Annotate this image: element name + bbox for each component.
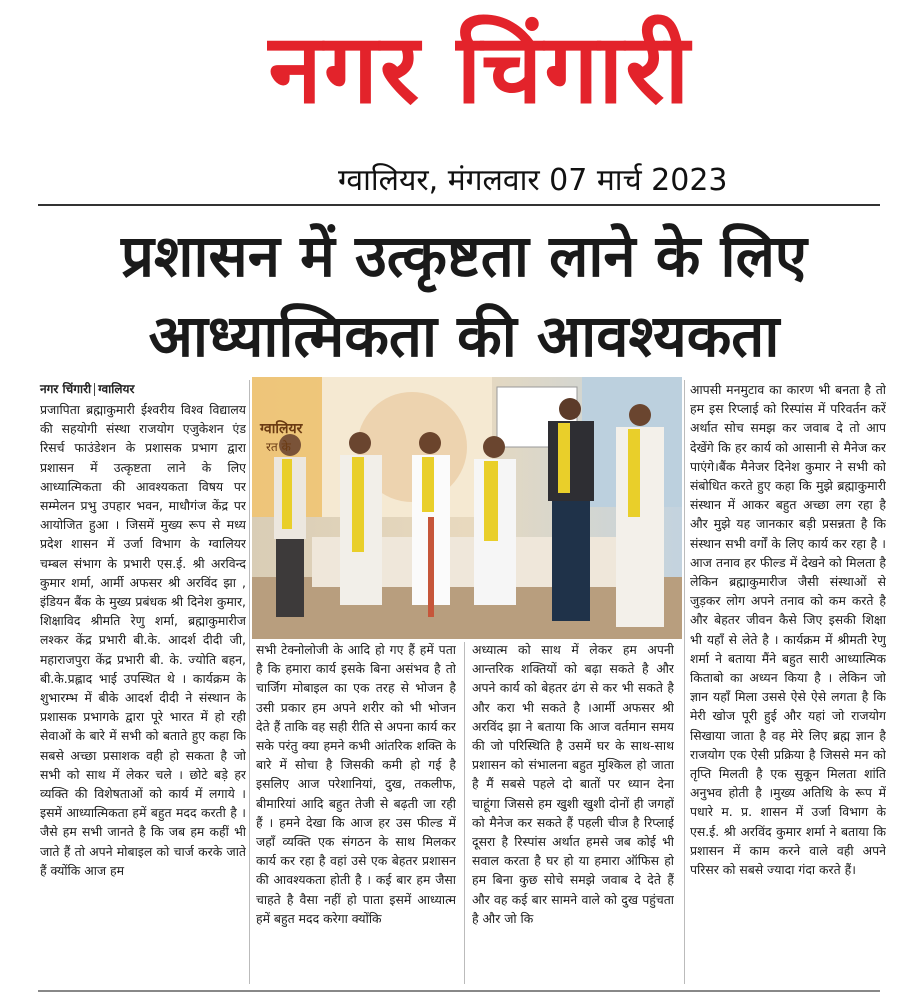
byline-separator bbox=[94, 383, 95, 396]
byline-place: ग्वालियर bbox=[98, 382, 135, 396]
article-headline: प्रशासन में उत्कृष्टता लाने के लिए आध्यात्मिकता की आवश्यकता bbox=[121, 222, 807, 370]
photo-banner-sub: रत के bbox=[266, 440, 291, 454]
event-photo bbox=[252, 377, 682, 639]
article-column-1: प्रजापिता ब्रह्माकुमारी ईश्वरीय विश्व विद्यालय की सहयोगी संस्था राजयोग एजुकेशन एंड रिसर्च फाउंडेशन के प्रशासक प्रभाग द्वारा प्रशासन में उत्कृष्टता लाने के लिए आध्यात्मिकता की आवश्यकता विषय पर सम्मेलन प्रभु उपहार भवन, माधौगंज केंद्र पर आयोजित हुआ । जिसमें मुख्य रूप से मध्य प्रदेश शासन में उर्जा विभाग के ग्वालियर चम्बल संभाग के प्रभारी एस.ई. श्री अरविन्द कुमार शर्मा, आर्मी अफसर श्री अरविंद झा , इंडियन बैंक के मुख्य प्रबंधक श्री दिनेश कुमार, शिक्षाविद श्रीमति रेणु शर्मा, ब्रह्माकुमारीज लश्कर केंद्र प्रभारी बी.के. आदर्श दीदी जी, महाराजपुरा केंद्र प्रभारी बी. के. ज्योति बहन, बी.के.प्रह्लाद भाई उपस्थित थे । कार्यक्रम के शुभारम्भ में बीके आदर्श दीदी ने संस्थान के प्रशासक प्रभागके द्वारा पूरे भारत में हो रही सेवाओं के बारे में सभी को बताते हुए कहा कि सबसे अच्छा प्रसाशक वही हो सकता है जो सभी को साथ में लेकर चले । छोटे बड़े हर व्यक्ति की विशेषताओं को कार्य में लगाये । इसमें आध्यात्मिकता हमें बहुत मदद करती है । जैसे हम सभी जानते है कि जब हम कहीं भी जाते हैं तो अपने मोबाइल को चार्ज करके जाते हैं क्योंकि आज हम bbox=[40, 402, 246, 878]
newspaper-title: नगर चिंगारी bbox=[268, 13, 692, 125]
dateline: ग्वालियर, मंगलवार 07 मार्च 2023 bbox=[338, 163, 728, 198]
byline-source: नगर चिंगारी bbox=[40, 382, 92, 396]
column-divider bbox=[249, 380, 250, 984]
byline bbox=[40, 380, 250, 397]
column-divider bbox=[464, 642, 465, 984]
article-column-2: सभी टेक्नोलोजी के आदि हो गए हैं हमें पता है कि हमारा कार्य इसके बिना असंभव है तो चार्जिग मोबाइल का एक तरह से भोजन है उसी प्रकार हम अपने शरीर को भी भोजन देते हैं ताकि वह सही रीति से अपना कार्य कर सके परंतु क्या हमने कभी आंतरिक शक्ति के बारे में सोचा है जिसकी कमी हो गई है इसलिए आज परेशानियां, दुख, तकलीफ, बीमारियां आदि बहुत तेजी से बढ़ती जा रही हैं । हमने देखा कि आज हर उस फील्ड में जहाँ व्यक्ति एक संगठन के साथ मिलकर कार्य कर रहा है वहां उसे एक बेहतर प्रशासन की आवश्यकता होती है । कई बार हम जैसा चाहते है वैसा नहीं हो पाता इसमें आध्यात्म हमें बहुत मदद करेगा क्योंकि bbox=[256, 642, 456, 926]
divider bbox=[38, 204, 880, 206]
masthead bbox=[0, 0, 909, 150]
bottom-divider bbox=[38, 990, 880, 992]
column-divider bbox=[684, 380, 685, 984]
photo-banner-text: ग्वालियर bbox=[260, 421, 303, 437]
article-column-4: आपसी मनमुटाव का कारण भी बनता है तो हम इस रिप्लाई को रिस्पांस में परिवर्तन करें अर्थात सोच समझ कर जवाब दे तो आप देखेंगे कि हर कार्य को आसानी से मैनेज कर पाएंगे।बैंक मैनेजर दिनेश कुमार ने सभी को संबोधित करते हुए कहा कि मुझे ब्रह्माकुमारी संस्थान में आकर बहुत अच्छा लग रहा है और मुझे यह जानकार बड़ी प्रसन्नता है कि संस्थान सभी वर्गों के लिए कार्य कर रहा है । आज तनाव हर फील्ड में देखने को मिलता है लेकिन ब्रह्माकुमारीज जैसी संस्थाओं से जुड़कर लोग अपने तनाव को कम करते है और बेहतर जीवन कैसे जिए इसकी शिक्षा भी यहाँ से लेते है । कार्यक्रम में श्रीमती रेणु शर्मा ने बताया मैंने बहुत सारी आध्यात्मिक किताबो का अध्यन किया है । लेकिन जो ज्ञान यहाँ मिला उससे ऐसे ऐसे लगता है कि मेरी खोज पूरी हुई और यहां जो राजयोग सिखाया जाता है वह मेरे लिए ब्रह्म ज्ञान है राजयोग एक ऐसी प्रक्रिया है जिससे मन को तृप्ति मिलती है एक सुकून मिलता शांति अनुभव होती है ।मुख्य अतिथि के रूप में पधारे म. प्र. शासन में उर्जा विभाग के एस.ई. श्री अरविंद कुमार शर्मा ने बताया कि प्रशासन में काम करने वाले वही अपने परिसर को सबसे ज्यादा गंदा करते हैं। bbox=[690, 382, 886, 878]
event-photo-illustration bbox=[252, 377, 682, 639]
article-column-3: अध्यात्म को साथ में लेकर हम अपनी आन्तरिक शक्तियों को बढ़ा सकते है और अपने कार्य को बेहतर ढंग से कर भी सकते है और करा भी सकते है ।आर्मी अफसर श्री अरविंद झा ने बताया कि आज वर्तमान समय की जो परिस्थिति है उसमें घर के साथ-साथ प्रशासन को संभालना बहुत मुश्किल हो जाता है मैं सबसे पहले दो बातों पर ध्यान देना चाहूंगा जिससे हम खुशी खुशी दोनों ही जगहों को मैनेज कर सकते हैं पहली चीज है रिप्लाई दूसरा है रिस्पांस अर्थात हमसे जब कोई भी सवाल करता है घर हो या हमारा ऑफिस हो हम बिना कुछ सोचे समझे जवाब दे देते हैं और वह कई बार सामने वाले को दुख पहुंचता है और जो कि bbox=[472, 642, 674, 926]
